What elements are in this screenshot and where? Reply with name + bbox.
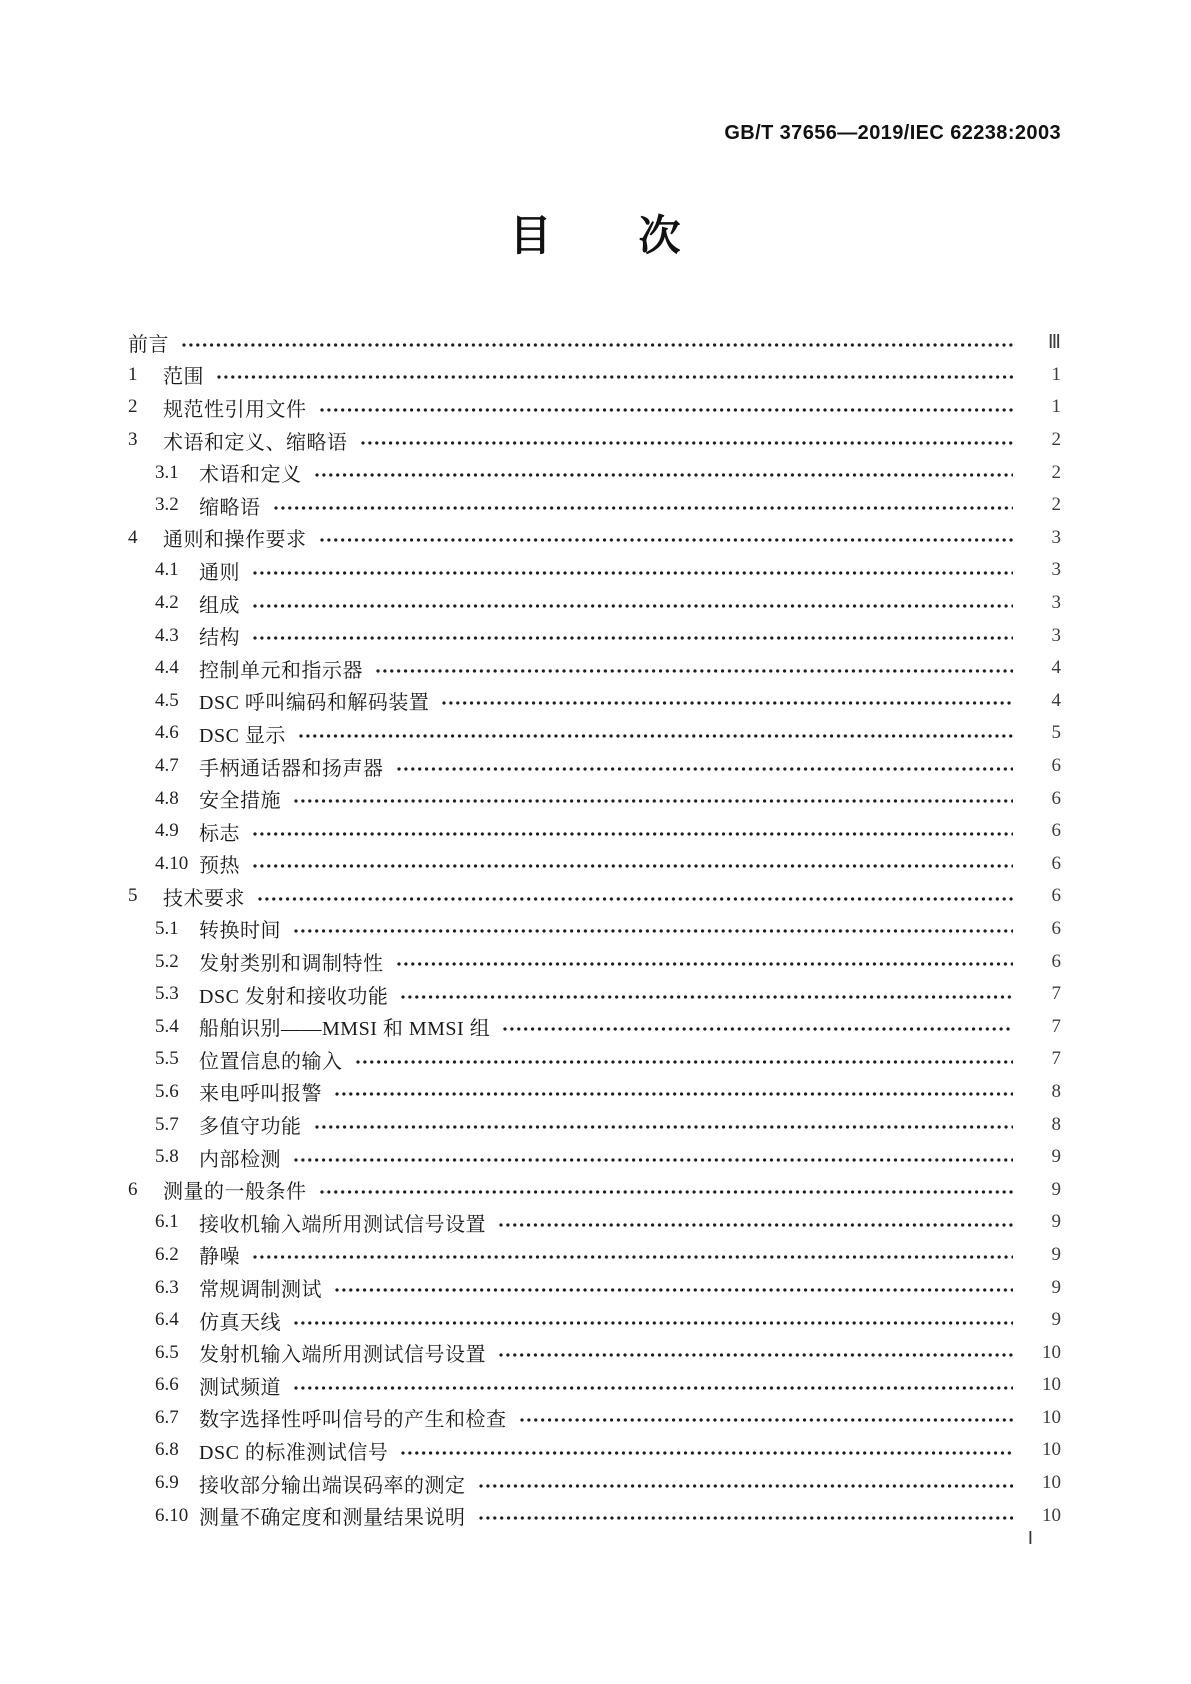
toc-entry [128,652,1061,685]
dot-leader [257,893,1013,905]
toc-entry-number: 3.2 [155,494,179,516]
toc-entry-label: 术语和定义、缩略语 [163,431,348,454]
toc-entry-page: 9 [1051,1178,1061,1200]
toc-entry-page: 9 [1051,1211,1061,1233]
toc-entry-page: 8 [1051,1080,1061,1102]
toc-entry [128,1076,1061,1109]
toc-entry-number: 1 [128,363,138,385]
toc-entry [128,1141,1061,1174]
dot-leader [252,860,1013,872]
toc-entry [128,1108,1061,1141]
dot-leader [298,730,1013,742]
toc-entry [128,1402,1061,1435]
toc-entry-label: 仿真天线 [199,1311,281,1334]
toc-entry-label: 手柄通话器和扬声器 [199,757,384,780]
toc-entry-label: 通则和操作要求 [163,529,307,552]
toc-entry-page: 6 [1051,950,1061,972]
toc-entry-label: 测量不确定度和测量结果说明 [199,1507,466,1530]
toc-entry [128,1271,1061,1304]
toc-entry-number: 4.6 [155,722,179,744]
dot-leader [334,1284,1013,1296]
toc-entry-page: 6 [1051,755,1061,777]
dot-leader [498,1219,1013,1231]
dot-leader [314,1121,1014,1133]
toc-entry-number: 6.3 [155,1276,179,1298]
standard-code: GB/T 37656—2019/IEC 62238:2003 [724,122,1061,144]
toc-entry-label: 通则 [199,561,240,584]
dot-leader [293,795,1013,807]
toc-entry-label: DSC 的标准测试信号 [199,1441,389,1464]
toc-entry-number: 5 [128,885,138,907]
dot-leader [273,502,1014,514]
toc-entry-label: 测试频道 [199,1376,281,1399]
toc-entry [128,1043,1061,1076]
toc-entry [128,913,1061,946]
toc-entry-label: 范围 [163,366,204,389]
toc-entry [128,945,1061,978]
toc-entry-number: 5.1 [155,917,179,939]
toc-entry-number: 4.9 [155,820,179,842]
toc-entry-number: 5.4 [155,1015,179,1037]
toc-entry-label: 术语和定义 [199,464,302,487]
toc-entry-label: DSC 显示 [199,724,286,747]
toc-entry-number: 5.6 [155,1080,179,1102]
toc-entry-page: 6 [1051,787,1061,809]
dot-leader [293,1317,1013,1329]
toc-entry [128,587,1061,620]
toc-entry-label: 安全措施 [199,790,281,813]
toc-entry-page: 10 [1042,1406,1061,1428]
dot-leader [252,600,1013,612]
toc-entry-page: 4 [1051,657,1061,679]
toc-entry-number: 5.8 [155,1146,179,1168]
toc-entry-label: 技术要求 [163,887,245,910]
toc-entry-page: 9 [1051,1309,1061,1331]
toc-entry-number: 5.3 [155,983,179,1005]
dot-leader [375,665,1013,677]
toc-entry-page: 9 [1051,1276,1061,1298]
toc-entry-page: 4 [1051,689,1061,711]
dot-leader [293,1382,1013,1394]
toc-entry [128,1173,1061,1206]
toc-entry-label: 接收部分输出端误码率的测定 [199,1474,466,1497]
dot-leader [216,371,1013,383]
dot-leader [334,1088,1013,1100]
toc-entry-page: 3 [1051,624,1061,646]
toc-entry [128,815,1061,848]
toc-entry-page: 3 [1051,592,1061,614]
toc-entry-label: 多值守功能 [199,1116,302,1139]
dot-leader [498,1349,1013,1361]
toc-entry [128,619,1061,652]
toc-entry-label: 常规调制测试 [199,1279,322,1302]
toc-entry-page: 10 [1042,1504,1061,1526]
toc-entry-number: 4.5 [155,689,179,711]
dot-leader [355,1056,1014,1068]
toc-entry [128,685,1061,718]
toc-entry-page: 10 [1042,1472,1061,1494]
toc-list [128,326,1061,1532]
toc-entry-page: 1 [1051,363,1061,385]
toc-entry [128,848,1061,881]
toc-entry [128,489,1061,522]
toc-entry-page: 7 [1051,1015,1061,1037]
footer-page-number: Ⅰ [1027,1528,1033,1548]
toc-entry-page: 2 [1051,494,1061,516]
toc-entry-page: 1 [1051,396,1061,418]
toc-entry-number: 4.10 [155,852,189,874]
dot-leader [396,763,1014,775]
toc-entry-number: 4.8 [155,787,179,809]
dot-leader [319,404,1014,416]
toc-entry-label: 规范性引用文件 [163,398,307,421]
toc-entry [128,1206,1061,1239]
dot-leader [396,958,1014,970]
toc-entry-page: 10 [1042,1341,1061,1363]
toc-entry-page: 9 [1051,1243,1061,1265]
toc-entry-number: 6.7 [155,1406,179,1428]
toc-entry-number: 2 [128,396,138,418]
toc-entry [128,978,1061,1011]
toc-entry-number: 6.2 [155,1243,179,1265]
toc-entry-label: 静噪 [199,1246,240,1269]
dot-leader [293,925,1013,937]
dot-leader [181,339,1013,351]
toc-entry-label: 来电呼叫报警 [199,1083,322,1106]
toc-entry-page: 6 [1051,917,1061,939]
dot-leader [319,534,1014,546]
toc-entry [128,1499,1061,1532]
toc-entry-number: 4 [128,526,138,548]
dot-leader [441,697,1013,709]
toc-entry [128,326,1061,359]
toc-entry-label: 预热 [199,855,240,878]
toc-entry-label: DSC 呼叫编码和解码装置 [199,692,430,715]
toc-entry-number: 5.2 [155,950,179,972]
toc-entry [128,1369,1061,1402]
toc-entry-page: Ⅲ [1047,331,1061,353]
toc-entry-number: 6.10 [155,1504,189,1526]
toc-entry-page: 7 [1051,1048,1061,1070]
toc-entry-page: 3 [1051,559,1061,581]
toc-entry-number: 3 [128,429,138,451]
toc-entry-number: 3.1 [155,461,179,483]
toc-entry-label: 前言 [128,333,169,356]
toc-entry [128,522,1061,555]
toc-entry [128,782,1061,815]
toc-entry-label: 数字选择性呼叫信号的产生和检查 [199,1409,507,1432]
toc-entry-page: 6 [1051,852,1061,874]
dot-leader [319,1186,1014,1198]
toc-entry-page: 2 [1051,461,1061,483]
toc-entry-label: 标志 [199,822,240,845]
toc-entry-page: 9 [1051,1146,1061,1168]
toc-entry-label: 控制单元和指示器 [199,659,363,682]
toc-entry [128,456,1061,489]
toc-entry [128,424,1061,457]
dot-leader [478,1512,1014,1524]
dot-leader [252,828,1013,840]
toc-entry-number: 6.9 [155,1472,179,1494]
toc-entry-page: 6 [1051,885,1061,907]
toc-entry [128,1304,1061,1337]
toc-entry-number: 6.5 [155,1341,179,1363]
toc-entry-page: 8 [1051,1113,1061,1135]
toc-entry [128,1336,1061,1369]
dot-leader [252,1251,1013,1263]
toc-entry [128,1434,1061,1467]
toc-entry-page: 10 [1042,1439,1061,1461]
dot-leader [400,1447,1013,1459]
toc-entry-number: 6.1 [155,1211,179,1233]
toc-entry [128,391,1061,424]
toc-entry-number: 4.1 [155,559,179,581]
toc-entry-number: 4.3 [155,624,179,646]
dot-leader [519,1414,1014,1426]
toc-entry-page: 5 [1051,722,1061,744]
toc-entry [128,1010,1061,1043]
toc-entry-number: 4.4 [155,657,179,679]
dot-leader [293,1154,1013,1166]
toc-entry [128,1467,1061,1500]
toc-entry-page: 6 [1051,820,1061,842]
toc-entry-label: 转换时间 [199,920,281,943]
toc-entry-number: 4.7 [155,755,179,777]
toc-entry [128,880,1061,913]
toc-entry [128,359,1061,392]
toc-entry-label: 结构 [199,627,240,650]
toc-entry-number: 5.7 [155,1113,179,1135]
toc-entry-label: 发射机输入端所用测试信号设置 [199,1344,486,1367]
toc-entry-page: 3 [1051,526,1061,548]
toc-entry-label: 船舶识别——MMSI 和 MMSI 组 [199,1018,491,1041]
toc-entry-label: 接收机输入端所用测试信号设置 [199,1213,486,1236]
dot-leader [502,1023,1013,1035]
dot-leader [360,437,1014,449]
toc-entry-number: 6 [128,1178,138,1200]
toc-entry-number: 4.2 [155,592,179,614]
toc-entry-number: 6.4 [155,1309,179,1331]
toc-entry-label: DSC 发射和接收功能 [199,985,389,1008]
toc-entry-label: 内部检测 [199,1148,281,1171]
dot-leader [252,632,1013,644]
dot-leader [478,1480,1014,1492]
dot-leader [252,567,1013,579]
toc-entry-label: 位置信息的输入 [199,1050,343,1073]
toc-entry-number: 6.8 [155,1439,179,1461]
dot-leader [400,991,1013,1003]
toc-entry [128,750,1061,783]
toc-entry-label: 缩略语 [199,496,261,519]
toc-entry-label: 发射类别和调制特性 [199,953,384,976]
toc-entry-number: 6.6 [155,1374,179,1396]
toc-entry [128,717,1061,750]
dot-leader [314,469,1014,481]
toc-entry-page: 2 [1051,429,1061,451]
toc-entry [128,1239,1061,1272]
toc-entry-label: 测量的一般条件 [163,1181,307,1204]
toc-entry-page: 10 [1042,1374,1061,1396]
toc-entry-page: 7 [1051,983,1061,1005]
toc-entry [128,554,1061,587]
toc-entry-number: 5.5 [155,1048,179,1070]
page-title: 目 次 [509,214,682,260]
toc-entry-label: 组成 [199,594,240,617]
